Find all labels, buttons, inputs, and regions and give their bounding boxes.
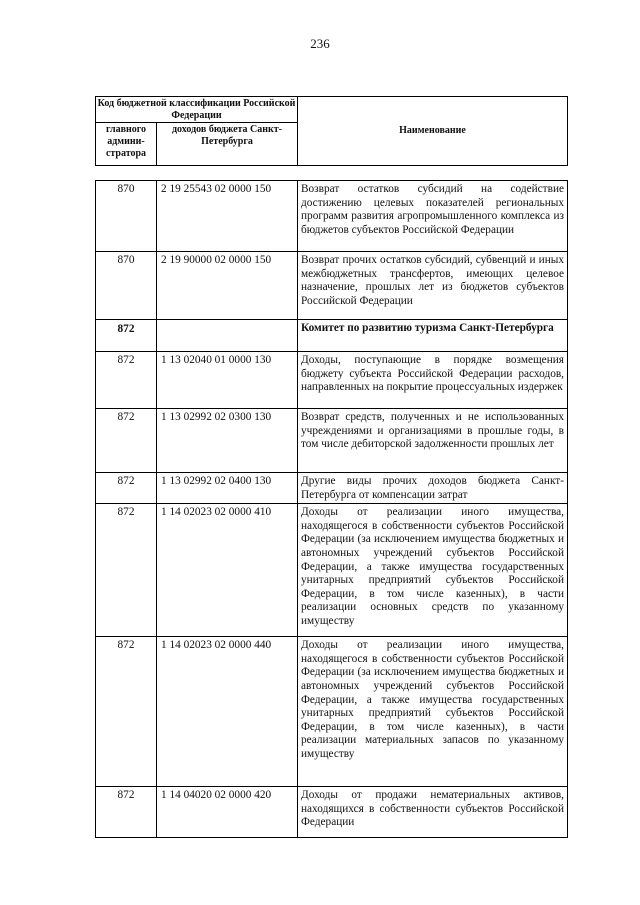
revenue-code-cell: 1 14 02023 02 0000 440 — [157, 637, 298, 787]
revenue-name-cell: Другие виды прочих доходов бюджета Санкт-Петербурга от компенсации затрат — [298, 473, 568, 504]
revenue-name-cell: Комитет по развитию туризма Санкт-Петербурга — [298, 320, 568, 352]
admin-code-cell: 870 — [96, 181, 157, 252]
admin-code-cell: 872 — [96, 352, 157, 409]
header-admin-column: главного админи-стратора — [96, 123, 157, 166]
table-row — [96, 473, 568, 504]
admin-code-cell: 872 — [96, 787, 157, 838]
revenue-code-cell: 2 19 90000 02 0000 150 — [157, 252, 298, 320]
admin-code-cell: 872 — [96, 504, 157, 637]
admin-code-cell: 872 — [96, 409, 157, 473]
table-row — [96, 787, 568, 838]
admin-code-cell: 872 — [96, 320, 157, 352]
table-row — [96, 181, 568, 252]
header-table — [95, 96, 568, 166]
revenue-name-cell: Доходы от реализации иного имущества, находящегося в собственности субъектов Российской Федерации (за исключением имущества бюджетных и автономных учреждений субъектов Российской Федерации, а также имущества государственных унитарных предприятий субъектов Российской Федерации, в том числе казенных), в части реализации материальных запасов по указанному имуществу — [298, 637, 568, 787]
admin-code-cell: 872 — [96, 637, 157, 787]
table-row — [96, 252, 568, 320]
table-body — [96, 181, 568, 838]
revenue-name-cell: Возврат прочих остатков субсидий, субвенций и иных межбюджетных трансфертов, имеющих целевое назначение, прошлых лет из бюджетов субъектов Российской Федерации — [298, 252, 568, 320]
revenue-name-cell: Доходы, поступающие в порядке возмещения бюджету субъекта Российской Федерации расходов, направленных на покрытие процессуальных издержек — [298, 352, 568, 409]
revenue-code-cell: 2 19 25543 02 0000 150 — [157, 181, 298, 252]
revenue-code-cell — [157, 320, 298, 352]
header-name-column: Наименование — [298, 97, 568, 166]
header-code-column: доходов бюджета Санкт-Петербурга — [157, 123, 298, 166]
revenue-code-cell: 1 13 02040 01 0000 130 — [157, 352, 298, 409]
revenue-code-cell: 1 14 02023 02 0000 410 — [157, 504, 298, 637]
page-number: 236 — [310, 36, 330, 51]
organization-row — [96, 320, 568, 352]
table-row — [96, 637, 568, 787]
header-group-label: Код бюджетной классификации Российской Федерации — [96, 97, 298, 123]
revenue-name-cell: Доходы от продажи нематериальных активов, находящихся в собственности субъектов Российской Федерации — [298, 787, 568, 838]
revenue-name-cell: Возврат остатков субсидий на содействие достижению целевых показателей региональных программ развития агропромышленного комплекса из бюджетов субъектов Российской Федерации — [298, 181, 568, 252]
revenue-name-cell: Доходы от реализации иного имущества, находящегося в собственности субъектов Российской Федерации (за исключением имущества бюджетных и автономных учреждений субъектов Российской Федерации, а также имущества государственных унитарных предприятий субъектов Российской Федерации, в том числе казенных), в части реализации основных средств по указанному имуществу — [298, 504, 568, 637]
table-row — [96, 352, 568, 409]
revenue-classification-table — [95, 180, 568, 838]
table-row — [96, 504, 568, 637]
admin-code-cell: 870 — [96, 252, 157, 320]
table-row — [96, 409, 568, 473]
revenue-code-cell: 1 13 02992 02 0300 130 — [157, 409, 298, 473]
admin-code-cell: 872 — [96, 473, 157, 504]
revenue-code-cell: 1 14 04020 02 0000 420 — [157, 787, 298, 838]
revenue-name-cell: Возврат средств, полученных и не использованных учреждениями и организациями в прошлые годы, в том числе дебиторской задолженности прошлых лет — [298, 409, 568, 473]
revenue-code-cell: 1 13 02992 02 0400 130 — [157, 473, 298, 504]
